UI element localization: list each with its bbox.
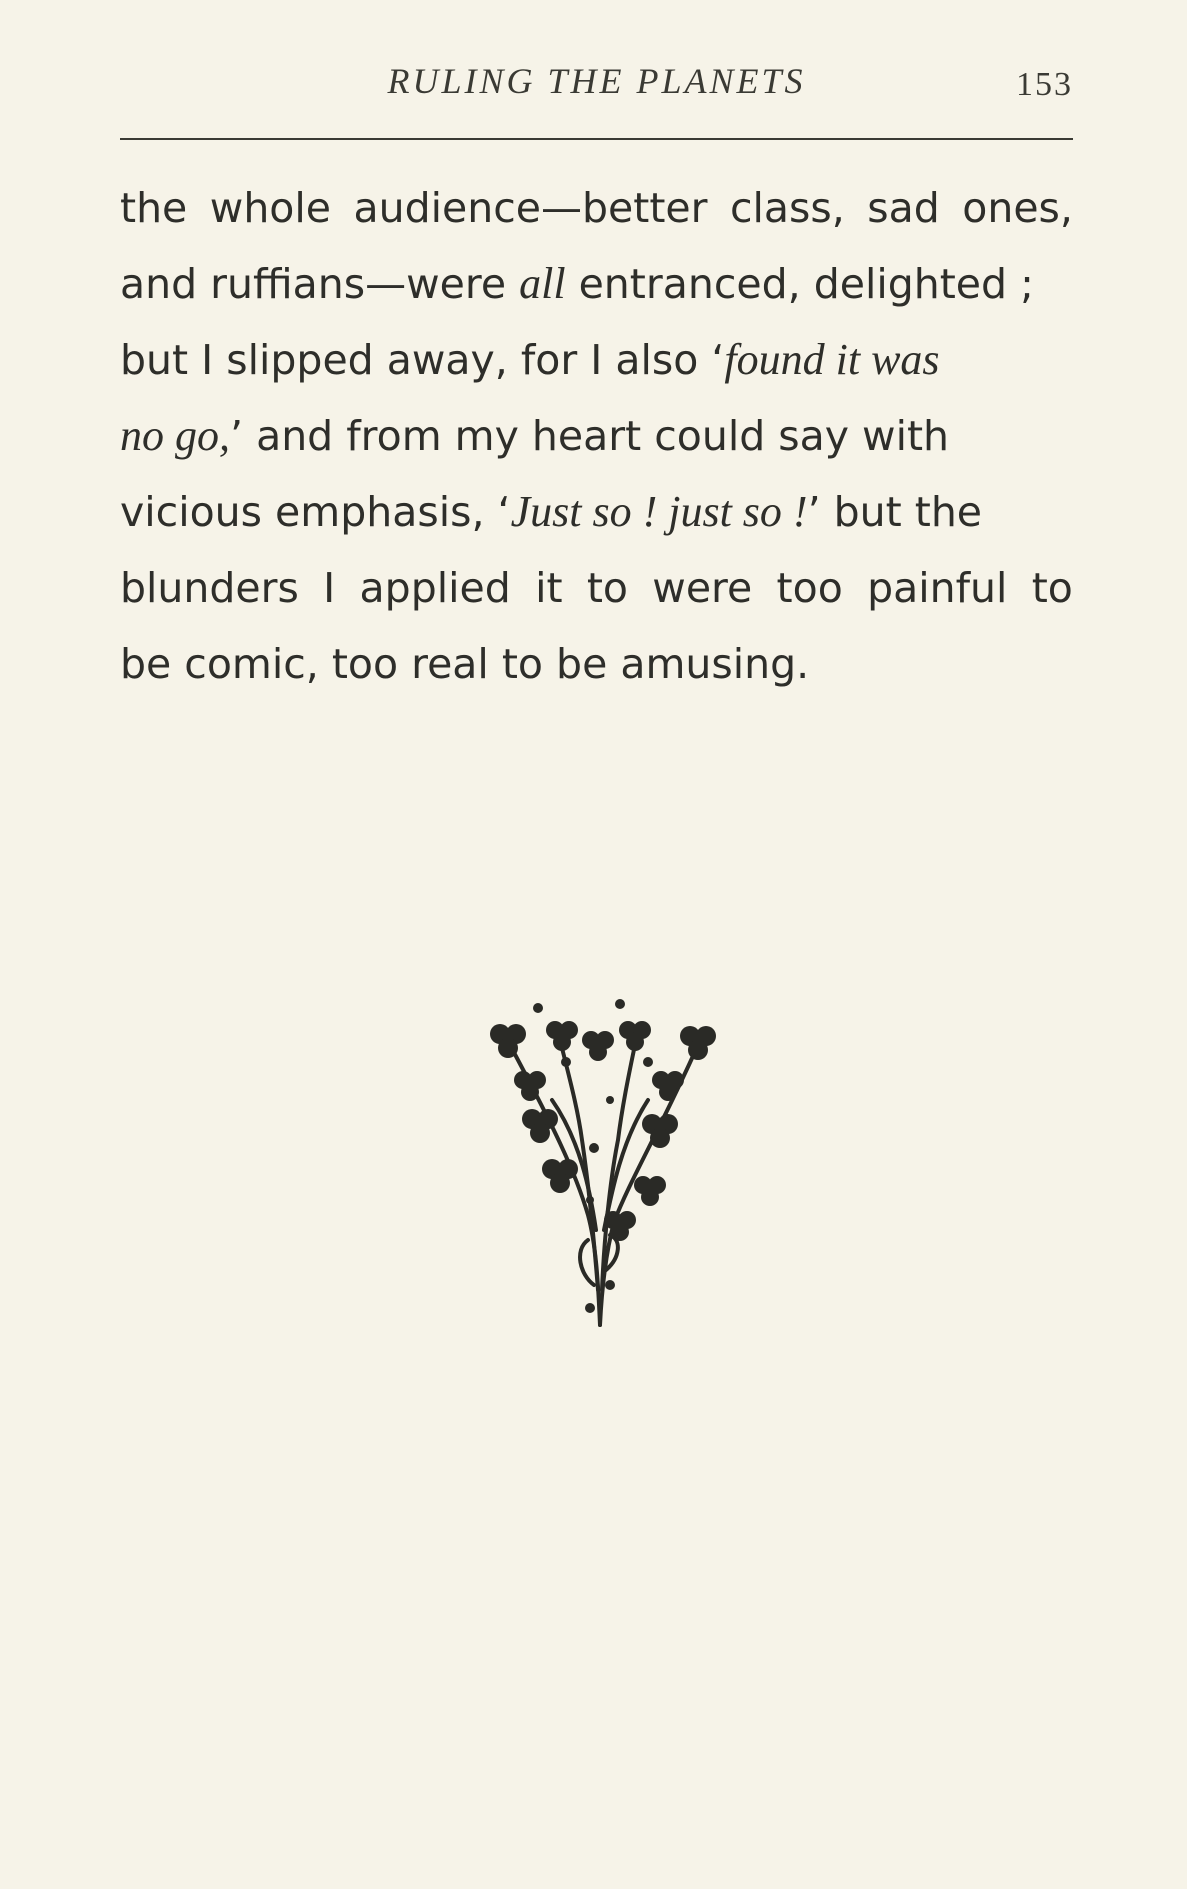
word: to (1031, 564, 1073, 612)
text-line-4 (120, 398, 1073, 474)
italic-run: found it was (724, 335, 940, 384)
text-run: but I slipped away, for I also ‘ (120, 336, 725, 384)
text-run: vicious emphasis, ‘ (120, 488, 511, 536)
text-run: entranced, delighted ; (565, 260, 1034, 308)
italic-run: no go, (120, 411, 230, 460)
word: painful (867, 564, 1008, 612)
italic-run: Just so ! just so ! (510, 487, 808, 536)
page-number: 153 (1016, 66, 1073, 103)
word: the (120, 184, 188, 232)
word: audience—better (353, 184, 708, 232)
text-line-1 (120, 170, 1073, 246)
clover-bouquet-icon (470, 990, 730, 1340)
text-run: and ruffians—were (120, 260, 520, 308)
word: ones, (962, 184, 1073, 232)
text-line-2 (120, 246, 1073, 322)
text-line-3 (120, 322, 1073, 398)
word: to (586, 564, 628, 612)
word: sad (867, 184, 940, 232)
text-line-5 (120, 474, 1073, 550)
header-rule (120, 138, 1073, 140)
text-run: ’ and from my heart could say with (230, 412, 950, 460)
word: whole (209, 184, 331, 232)
body-text (120, 170, 1073, 702)
text-run: ’ but the (807, 488, 983, 536)
text-line-7: be comic, too real to be amusing. (120, 640, 810, 688)
word: blunders (120, 564, 299, 612)
running-head (120, 60, 1073, 110)
word: were (652, 564, 753, 612)
word: I (323, 564, 336, 612)
text-line-6 (120, 550, 1073, 626)
text-run (120, 246, 1034, 322)
word: too (776, 564, 843, 612)
italic-run: all (519, 259, 566, 308)
running-title: RULING THE PLANETS (387, 61, 806, 101)
word: it (535, 564, 563, 612)
word: class, (729, 184, 845, 232)
word: applied (359, 564, 511, 612)
